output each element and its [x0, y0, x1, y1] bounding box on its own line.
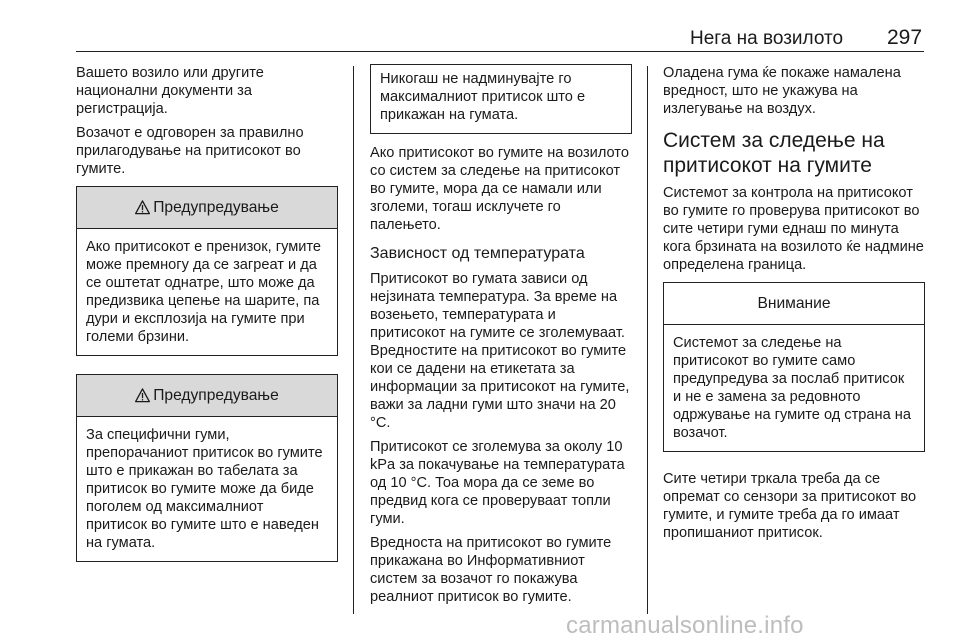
- page-number: 297: [887, 26, 923, 49]
- paragraph: Ако притисокот во гумите на возилото со систем за следење на притисокот во гумите, мора да се намали или зголеми, тогаш исклучете го палењето.: [370, 145, 629, 233]
- notice-box: [663, 282, 925, 452]
- warning-title: Предупредување: [153, 198, 279, 216]
- paragraph: Вредноста на притисокот во гумите прикажана во Информативниот систем за возачот го покажува реалниот притисок во гумите.: [370, 535, 612, 605]
- paragraph: Притисокот во гумата зависи од нејзината температура. За време на возењето, температурата и притисокот на гумите се зголемуваат. Вредностите на притисокот во гумите кои се дадени на етикетата за информации за притисокот на гумите, важи за ладни гуми што значи на 20 °C.: [370, 271, 630, 431]
- warning-header: [77, 375, 337, 417]
- warning-triangle-icon: [135, 388, 150, 403]
- warning-text: Ако притисокот е пренизок, гумите може премногу да се загреат и да се оштетат однатре, што може да предизвика цепење на шарите, па дури и експлозија на гумите при големи брзини.: [86, 239, 322, 345]
- header-rule: [76, 51, 924, 52]
- paragraph: Возачот е одговорен за правилно прилагодување на притисокот во гумите.: [76, 125, 304, 177]
- paragraph: Вашето возило или другите национални документи за регистрација.: [76, 65, 264, 117]
- warning-title: Предупредување: [153, 386, 279, 404]
- column-3: [663, 64, 925, 548]
- notice-text: Системот за следење на притисокот во гумите само предупредува за послаб притисок и не е замена за редовното одржување на гумите од страна на возачот.: [673, 335, 911, 441]
- section-title: Нега на возилото: [690, 28, 844, 49]
- notice-header: [664, 283, 924, 325]
- paragraph: Системот за контрола на притисокот во гумите го проверува притисокот во сите четири гуми еднаш по минута кога брзината на возилото ќе надмине определена граница.: [663, 185, 924, 273]
- watermark: carmanualsonline.info: [566, 612, 804, 639]
- warning-triangle-icon: [135, 200, 150, 215]
- warning-text: Никогаш не надминувајте го максималниот притисок што е прикажан на гумата.: [380, 71, 586, 123]
- section-heading: Систем за следење на притисокот на гумите: [663, 129, 885, 177]
- warning-header: [77, 187, 337, 229]
- paragraph: Сите четири тркала треба да се опремат со сензори за притисокот во гумите, и гумите треба да го имаат пропишаниот притисок.: [663, 471, 917, 541]
- column-divider-1: [353, 66, 354, 614]
- warning-text: За специфични гуми, препорачаниот притисок во гумите што е прикажан во табелата за притисок во гумите може да биде поголем од максималниот притисок во гумите што е наведен на гумата.: [86, 427, 323, 551]
- warning-body: [77, 229, 337, 355]
- column-divider-2: [647, 66, 648, 614]
- warning-body: [77, 417, 337, 561]
- column-2: [370, 64, 632, 612]
- warning-box: [76, 186, 338, 356]
- notice-body: [664, 325, 924, 451]
- paragraph: Притисокот се зголемува за околу 10 kPa за покачување на температурата од 10 °C. Тоа мора да се земе во предвид кога се проверуваат топли гуми.: [370, 439, 625, 527]
- notice-title: Внимание: [757, 294, 831, 312]
- subsection-heading: Зависност од температурата: [370, 245, 585, 262]
- warning-continuation-box: [370, 64, 632, 134]
- paragraph: Оладена гума ќе покаже намалена вредност, што не укажува на излегување на воздух.: [663, 65, 901, 117]
- warning-box: [76, 374, 338, 562]
- warning-body: [371, 65, 631, 133]
- column-1: [76, 64, 338, 580]
